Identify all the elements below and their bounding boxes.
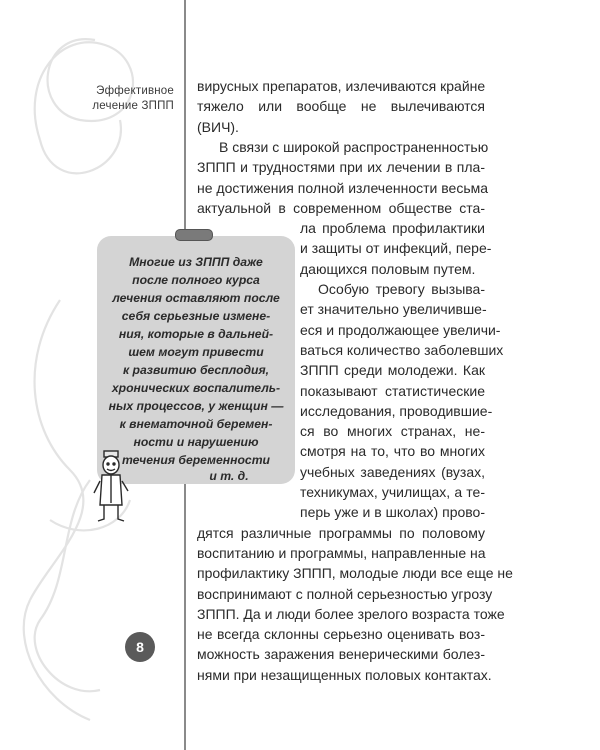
callout-line: течения беременности <box>122 453 270 467</box>
body-text-line: можность заражения венерическими болез- <box>197 646 485 663</box>
body-text-line: Особую тревогу вызыва- <box>318 281 485 297</box>
callout-line: после полного курса <box>132 273 260 287</box>
callout-line: ния, которые в дальней- <box>118 327 274 341</box>
callout-line: и т. д. <box>209 469 249 483</box>
callout-line: лечения оставляют после <box>112 291 280 305</box>
body-text-line: ет значительно увеличивше- <box>300 301 487 318</box>
body-text-line: еся и продолжающее увеличи- <box>300 321 501 338</box>
callout-line: к внематочной беремен- <box>119 417 273 431</box>
body-text-line: воспитанию и программы, направленные на <box>197 544 486 561</box>
body-text-line: не всегда склонны серьезно оценивать воз- <box>197 626 485 643</box>
doctor-character-icon <box>92 445 132 525</box>
body-text-line: нями при незащищенных половых контактах. <box>197 666 492 683</box>
page-number: 8 <box>125 632 155 662</box>
body-text-line: ЗППП. Да и люди более зрелого возраста тоже <box>197 605 505 622</box>
body-text-line: профилактику ЗППП, молодые люди все еще не <box>197 565 513 582</box>
section-title-line: Эффективное <box>96 85 174 97</box>
body-text-line: ла проблема профилактики <box>300 220 485 237</box>
callout-line: ности и нарушению <box>133 435 259 449</box>
body-text-line: (ВИЧ). <box>197 118 239 135</box>
body-text-line: перь уже и в школах) прово- <box>300 504 485 521</box>
body-text-line: исследования, проводившие- <box>300 402 493 419</box>
body-text-line: ЗППП и трудностями при их лечении в пла- <box>197 159 485 176</box>
callout-line: к развитию бесплодия, <box>122 363 270 377</box>
callout-line: хронических воспалитель- <box>111 381 281 395</box>
body-text-line: ЗППП среди молодежи. Как <box>300 362 485 379</box>
body-text-line: учебных заведениях (вузах, <box>300 463 485 480</box>
callout-line: Многие из ЗППП даже <box>129 255 263 269</box>
body-text-line: и защиты от инфекций, пере- <box>300 240 492 257</box>
body-text-line: ся во многих странах, не- <box>300 423 485 440</box>
body-text-line: смотря на то, что во многих <box>300 443 485 460</box>
callout-line: ных процессов, у женщин — <box>108 399 284 413</box>
body-text-line: дятся различные программы по половому <box>197 524 485 541</box>
paper-clip-icon <box>175 229 213 241</box>
body-text-line: техникумах, училищах, а те- <box>300 484 485 500</box>
section-title-line: лечение ЗППП <box>92 100 174 112</box>
body-text-line: В связи с широкой распространенностью <box>219 138 489 155</box>
callout-line: шем могут привести <box>128 345 264 359</box>
body-text-line: тяжело или вообще не вылечиваются <box>197 98 485 115</box>
body-text-line: не достижения полной излеченности весьма <box>197 179 489 196</box>
body-text-line: ваться количество заболевших <box>300 341 504 358</box>
body-text-line: показывают статистические <box>300 382 485 399</box>
body-text-line: вирусных препаратов, излечиваются крайне <box>197 78 486 94</box>
body-text-line: актуальной в современном обществе ста- <box>197 199 485 216</box>
body-text-line: дающихся половым путем. <box>300 260 476 277</box>
callout-line: себя серьезные измене- <box>121 309 271 323</box>
section-title <box>74 84 174 114</box>
body-text-line: воспринимают с полной серьезностью угрозу <box>197 585 493 602</box>
